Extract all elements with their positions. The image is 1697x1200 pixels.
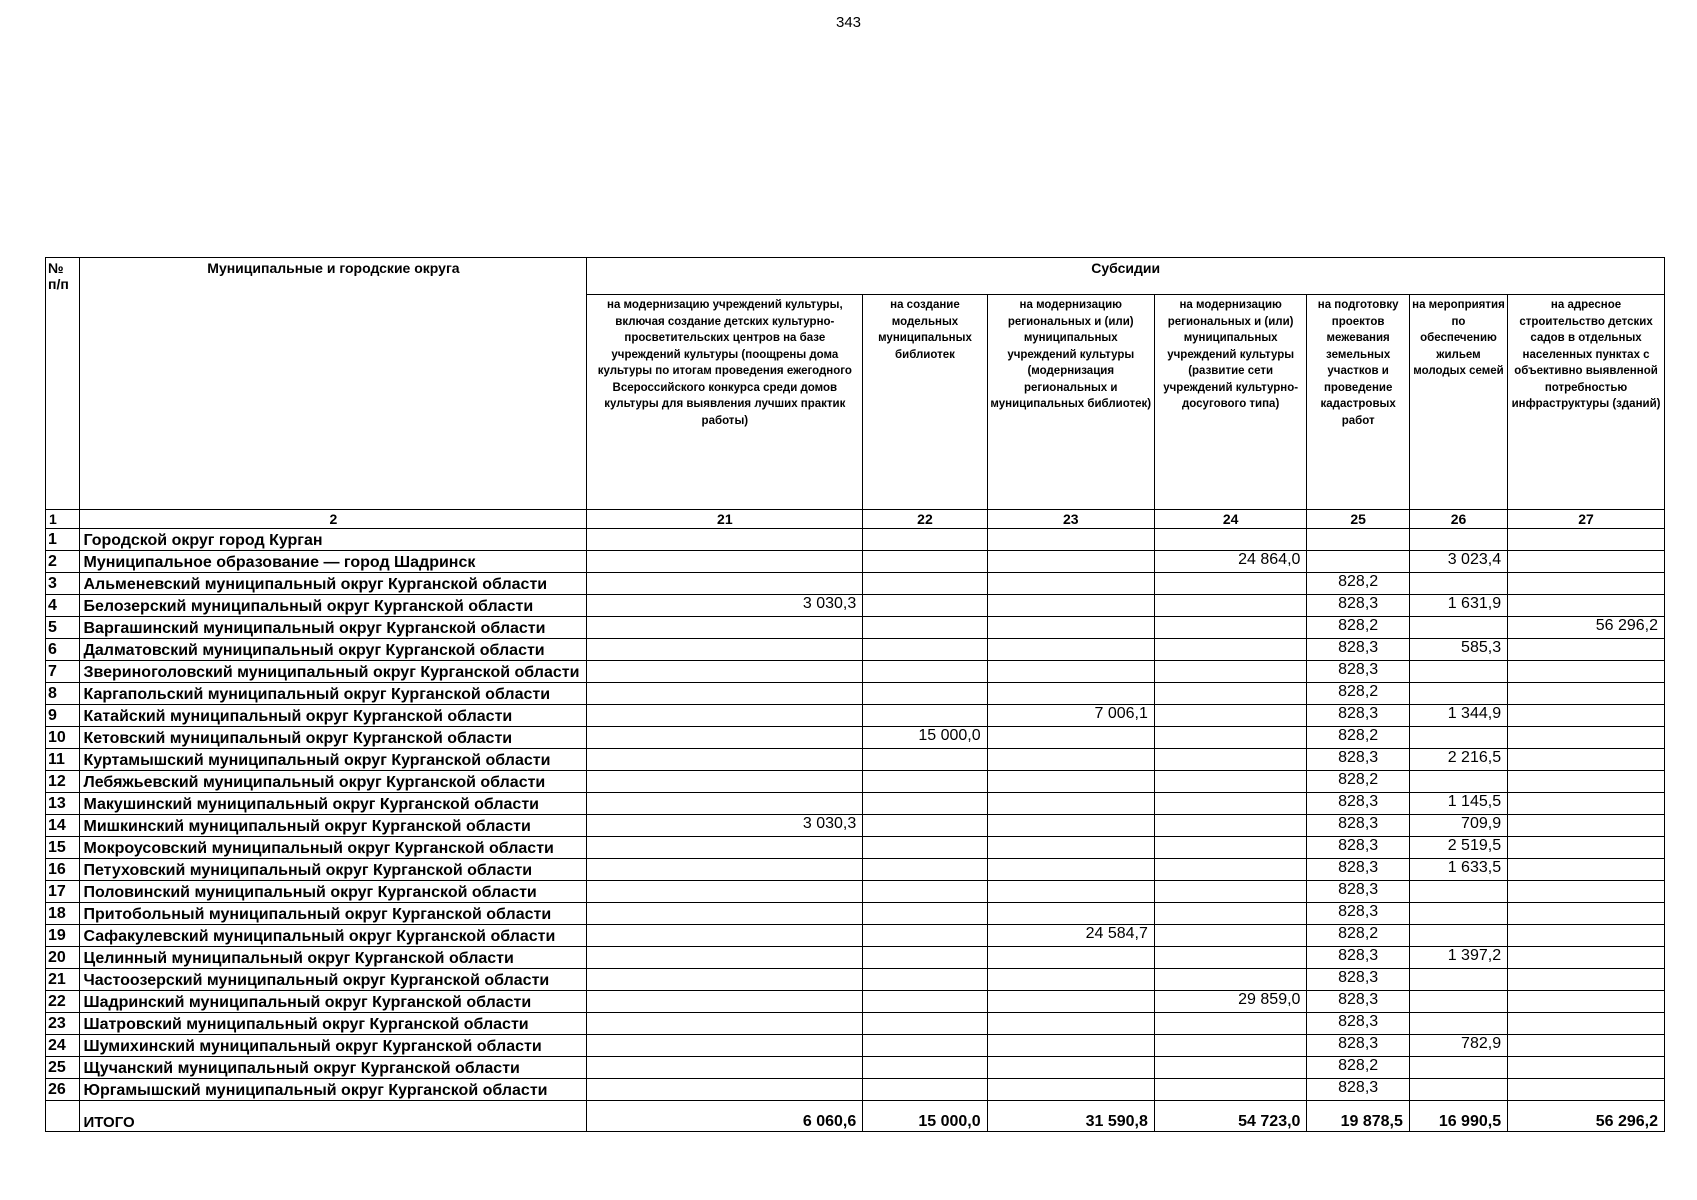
row-number: 3: [46, 573, 80, 595]
cell-c24: [1154, 837, 1307, 859]
row-number: 22: [46, 991, 80, 1013]
cell-c25: 828,3: [1307, 903, 1409, 925]
cell-c21: [587, 1057, 863, 1079]
cell-c26: 1 397,2: [1409, 947, 1507, 969]
cell-c26: [1409, 903, 1507, 925]
cell-c21: [587, 529, 863, 551]
cell-c25: 828,3: [1307, 749, 1409, 771]
table-row: [46, 595, 1665, 617]
table-row: [46, 573, 1665, 595]
cell-c27: [1508, 859, 1665, 881]
col-num-1: 1: [46, 510, 80, 529]
cell-c23: [987, 749, 1154, 771]
row-number: 26: [46, 1079, 80, 1101]
cell-c25: 828,3: [1307, 859, 1409, 881]
cell-c24: [1154, 727, 1307, 749]
total-c22: 15 000,0: [863, 1101, 987, 1132]
cell-c23: [987, 595, 1154, 617]
total-c25: 19 878,5: [1307, 1101, 1409, 1132]
cell-c26: [1409, 1057, 1507, 1079]
cell-c22: [863, 595, 987, 617]
district-name: Шумихинский муниципальный округ Курганской области: [80, 1035, 587, 1057]
cell-c22: [863, 1013, 987, 1035]
cell-c22: [863, 881, 987, 903]
row-number: 17: [46, 881, 80, 903]
cell-c26: [1409, 969, 1507, 991]
cell-c27: [1508, 595, 1665, 617]
district-name: Макушинский муниципальный округ Курганской области: [80, 793, 587, 815]
district-name: Петуховский муниципальный округ Курганской области: [80, 859, 587, 881]
cell-c27: [1508, 683, 1665, 705]
cell-c26: [1409, 881, 1507, 903]
cell-c22: [863, 683, 987, 705]
cell-c22: [863, 617, 987, 639]
cell-c25: 828,3: [1307, 837, 1409, 859]
cell-c23: [987, 1035, 1154, 1057]
district-name: Каргапольский муниципальный округ Курганской области: [80, 683, 587, 705]
cell-c27: [1508, 1057, 1665, 1079]
cell-c24: [1154, 1057, 1307, 1079]
table-row: [46, 815, 1665, 837]
district-name: Шатровский муниципальный округ Курганской области: [80, 1013, 587, 1035]
cell-c22: [863, 815, 987, 837]
row-number: 25: [46, 1057, 80, 1079]
cell-c22: [863, 529, 987, 551]
cell-c23: [987, 661, 1154, 683]
cell-c24: [1154, 661, 1307, 683]
district-name: Муниципальное образование — город Шадринск: [80, 551, 587, 573]
total-c27: 56 296,2: [1508, 1101, 1665, 1132]
cell-c23: [987, 727, 1154, 749]
total-c24: 54 723,0: [1154, 1101, 1307, 1132]
subsidies-table: [45, 257, 1665, 1132]
cell-c21: 3 030,3: [587, 595, 863, 617]
district-name: Далматовский муниципальный округ Курганской области: [80, 639, 587, 661]
cell-c27: [1508, 903, 1665, 925]
cell-c21: 3 030,3: [587, 815, 863, 837]
cell-c23: [987, 1013, 1154, 1035]
cell-c21: [587, 617, 863, 639]
cell-c22: [863, 903, 987, 925]
cell-c23: [987, 1057, 1154, 1079]
table-row: [46, 639, 1665, 661]
cell-c21: [587, 991, 863, 1013]
cell-c26: [1409, 661, 1507, 683]
table-row: [46, 727, 1665, 749]
district-name: Юргамышский муниципальный округ Курганской области: [80, 1079, 587, 1101]
cell-c22: [863, 969, 987, 991]
cell-c23: [987, 617, 1154, 639]
cell-c24: [1154, 529, 1307, 551]
cell-c26: 3 023,4: [1409, 551, 1507, 573]
cell-c21: [587, 947, 863, 969]
cell-c22: [863, 859, 987, 881]
cell-c27: [1508, 661, 1665, 683]
table-row: [46, 529, 1665, 551]
table-row: [46, 705, 1665, 727]
col-num-23: 23: [987, 510, 1154, 529]
row-number: 23: [46, 1013, 80, 1035]
cell-c22: [863, 925, 987, 947]
cell-c27: 56 296,2: [1508, 617, 1665, 639]
table-row: [46, 1079, 1665, 1101]
cell-c21: [587, 903, 863, 925]
header-subsidies: Субсидии: [587, 258, 1665, 295]
table-row: [46, 837, 1665, 859]
cell-c27: [1508, 969, 1665, 991]
cell-c23: [987, 639, 1154, 661]
cell-c23: [987, 859, 1154, 881]
cell-c25: 828,2: [1307, 925, 1409, 947]
cell-c23: [987, 947, 1154, 969]
cell-c21: [587, 551, 863, 573]
cell-c23: 7 006,1: [987, 705, 1154, 727]
header-col-22: на создание модельных муниципальных библиотек: [863, 295, 987, 510]
cell-c22: [863, 749, 987, 771]
header-col-24: на модернизацию региональных и (или) муниципальных учреждений культуры (развитие сети учреждений культурно-досугового типа): [1154, 295, 1307, 510]
cell-c27: [1508, 771, 1665, 793]
cell-c26: 585,3: [1409, 639, 1507, 661]
table-row: [46, 1035, 1665, 1057]
row-number: 15: [46, 837, 80, 859]
cell-c24: [1154, 749, 1307, 771]
col-num-27: 27: [1508, 510, 1665, 529]
cell-c27: [1508, 837, 1665, 859]
cell-c25: 828,3: [1307, 661, 1409, 683]
row-number: 1: [46, 529, 80, 551]
cell-c24: [1154, 595, 1307, 617]
cell-c25: 828,3: [1307, 793, 1409, 815]
cell-c25: 828,2: [1307, 683, 1409, 705]
cell-c26: [1409, 573, 1507, 595]
cell-c21: [587, 1079, 863, 1101]
cell-c27: [1508, 705, 1665, 727]
cell-c25: 828,3: [1307, 815, 1409, 837]
cell-c26: 1 633,5: [1409, 859, 1507, 881]
cell-c26: [1409, 617, 1507, 639]
district-name: Варгашинский муниципальный округ Курганской области: [80, 617, 587, 639]
cell-c21: [587, 749, 863, 771]
table-row: [46, 771, 1665, 793]
cell-c25: 828,2: [1307, 727, 1409, 749]
cell-c21: [587, 771, 863, 793]
cell-c22: [863, 991, 987, 1013]
cell-c22: [863, 1057, 987, 1079]
cell-c21: [587, 793, 863, 815]
cell-c21: [587, 837, 863, 859]
header-col-27: на адресное строительство детских садов в отдельных населенных пунктах с объективно выявленной потребностью инфраструктуры (зданий): [1508, 295, 1665, 510]
cell-c22: [863, 573, 987, 595]
table-row: [46, 1057, 1665, 1079]
total-c21: 6 060,6: [587, 1101, 863, 1132]
row-number: 12: [46, 771, 80, 793]
header-col-21: на модернизацию учреждений культуры, включая создание детских культурно-просветительских центров на базе учреждений культуры (поощрены дома культуры по итогам проведения ежегодного Всероссийского конкурса среди домов культуры для выявления лучших практик работы): [587, 295, 863, 510]
cell-c24: [1154, 793, 1307, 815]
cell-c23: [987, 837, 1154, 859]
cell-c26: [1409, 683, 1507, 705]
row-number: 2: [46, 551, 80, 573]
table-row: [46, 881, 1665, 903]
row-number: 18: [46, 903, 80, 925]
cell-c22: [863, 1079, 987, 1101]
cell-c27: [1508, 881, 1665, 903]
cell-c23: [987, 1079, 1154, 1101]
header-districts: Муниципальные и городские округа: [80, 258, 587, 510]
col-num-24: 24: [1154, 510, 1307, 529]
header-col-26: на мероприятия по обеспечению жильем молодых семей: [1409, 295, 1507, 510]
cell-c21: [587, 705, 863, 727]
cell-c27: [1508, 925, 1665, 947]
header-col-23: на модернизацию региональных и (или) муниципальных учреждений культуры (модернизация региональных и муниципальных библиотек): [987, 295, 1154, 510]
cell-c25: [1307, 529, 1409, 551]
district-name: Мишкинский муниципальный округ Курганской области: [80, 815, 587, 837]
cell-c24: [1154, 771, 1307, 793]
table-row: [46, 1013, 1665, 1035]
total-label: ИТОГО: [80, 1101, 587, 1132]
cell-c24: [1154, 1035, 1307, 1057]
district-name: Половинский муниципальный округ Курганской области: [80, 881, 587, 903]
cell-c25: 828,2: [1307, 617, 1409, 639]
cell-c24: 24 864,0: [1154, 551, 1307, 573]
cell-c24: [1154, 639, 1307, 661]
district-name: Звериноголовский муниципальный округ Курганской области: [80, 661, 587, 683]
cell-c22: [863, 705, 987, 727]
cell-c27: [1508, 727, 1665, 749]
table-row: [46, 617, 1665, 639]
cell-c27: [1508, 573, 1665, 595]
table-row: [46, 661, 1665, 683]
cell-c22: [863, 793, 987, 815]
cell-c25: 828,2: [1307, 1057, 1409, 1079]
cell-c27: [1508, 947, 1665, 969]
cell-c23: [987, 529, 1154, 551]
district-name: Шадринский муниципальный округ Курганской области: [80, 991, 587, 1013]
cell-c27: [1508, 529, 1665, 551]
cell-c27: [1508, 1035, 1665, 1057]
cell-c25: 828,3: [1307, 705, 1409, 727]
cell-c24: [1154, 617, 1307, 639]
cell-c23: [987, 573, 1154, 595]
cell-c26: 1 344,9: [1409, 705, 1507, 727]
cell-c24: [1154, 705, 1307, 727]
table-row: [46, 969, 1665, 991]
cell-c23: [987, 793, 1154, 815]
cell-c23: [987, 551, 1154, 573]
table-row: [46, 947, 1665, 969]
row-number: 10: [46, 727, 80, 749]
cell-c23: [987, 815, 1154, 837]
cell-c23: [987, 881, 1154, 903]
cell-c22: 15 000,0: [863, 727, 987, 749]
table-row: [46, 793, 1665, 815]
cell-c21: [587, 881, 863, 903]
row-number: 6: [46, 639, 80, 661]
row-number: 11: [46, 749, 80, 771]
cell-c24: [1154, 969, 1307, 991]
district-name: Сафакулевский муниципальный округ Курганской области: [80, 925, 587, 947]
table-row: [46, 991, 1665, 1013]
row-number: 21: [46, 969, 80, 991]
cell-c26: [1409, 529, 1507, 551]
district-name: Целинный муниципальный округ Курганской области: [80, 947, 587, 969]
cell-c21: [587, 1035, 863, 1057]
cell-c26: 2 519,5: [1409, 837, 1507, 859]
row-number: 16: [46, 859, 80, 881]
cell-c21: [587, 1013, 863, 1035]
table-row: [46, 749, 1665, 771]
district-name: Лебяжьевский муниципальный округ Курганской области: [80, 771, 587, 793]
district-name: Притобольный муниципальный округ Курганской области: [80, 903, 587, 925]
total-row: [46, 1101, 1665, 1132]
cell-c25: 828,3: [1307, 969, 1409, 991]
cell-c26: 2 216,5: [1409, 749, 1507, 771]
cell-c24: [1154, 683, 1307, 705]
cell-c24: [1154, 881, 1307, 903]
cell-c25: 828,3: [1307, 947, 1409, 969]
cell-c21: [587, 683, 863, 705]
col-num-2: 2: [80, 510, 587, 529]
cell-c27: [1508, 793, 1665, 815]
row-number: 24: [46, 1035, 80, 1057]
col-num-25: 25: [1307, 510, 1409, 529]
cell-c22: [863, 947, 987, 969]
cell-c21: [587, 925, 863, 947]
cell-c27: [1508, 991, 1665, 1013]
cell-c25: 828,3: [1307, 595, 1409, 617]
col-num-26: 26: [1409, 510, 1507, 529]
cell-c24: [1154, 859, 1307, 881]
cell-c23: [987, 771, 1154, 793]
cell-c24: 29 859,0: [1154, 991, 1307, 1013]
cell-c25: [1307, 551, 1409, 573]
row-number: 14: [46, 815, 80, 837]
cell-c24: [1154, 1079, 1307, 1101]
cell-c26: [1409, 1079, 1507, 1101]
cell-c25: 828,3: [1307, 1013, 1409, 1035]
district-name: Белозерский муниципальный округ Курганской области: [80, 595, 587, 617]
cell-c22: [863, 661, 987, 683]
row-number: 8: [46, 683, 80, 705]
district-name: Городской округ город Курган: [80, 529, 587, 551]
col-num-21: 21: [587, 510, 863, 529]
cell-c22: [863, 551, 987, 573]
cell-c26: 1 631,9: [1409, 595, 1507, 617]
cell-c25: 828,3: [1307, 1079, 1409, 1101]
cell-c26: 782,9: [1409, 1035, 1507, 1057]
row-number: 9: [46, 705, 80, 727]
district-name: Частоозерский муниципальный округ Курганской области: [80, 969, 587, 991]
cell-c21: [587, 661, 863, 683]
district-name: Альменевский муниципальный округ Курганской области: [80, 573, 587, 595]
cell-c25: 828,3: [1307, 1035, 1409, 1057]
cell-c26: [1409, 991, 1507, 1013]
cell-c25: 828,3: [1307, 991, 1409, 1013]
table-row: [46, 925, 1665, 947]
cell-c22: [863, 639, 987, 661]
row-number: 7: [46, 661, 80, 683]
cell-c27: [1508, 639, 1665, 661]
district-name: Мокроусовский муниципальный округ Курганской области: [80, 837, 587, 859]
cell-c21: [587, 969, 863, 991]
district-name: Кетовский муниципальный округ Курганской области: [80, 727, 587, 749]
header-num: № п/п: [46, 258, 80, 510]
cell-c24: [1154, 903, 1307, 925]
cell-c24: [1154, 925, 1307, 947]
total-c26: 16 990,5: [1409, 1101, 1507, 1132]
total-empty-cell: [46, 1101, 80, 1132]
cell-c25: 828,2: [1307, 573, 1409, 595]
cell-c26: [1409, 925, 1507, 947]
cell-c22: [863, 771, 987, 793]
cell-c25: 828,2: [1307, 771, 1409, 793]
cell-c26: [1409, 727, 1507, 749]
cell-c21: [587, 639, 863, 661]
col-num-22: 22: [863, 510, 987, 529]
cell-c26: [1409, 771, 1507, 793]
cell-c23: [987, 683, 1154, 705]
cell-c21: [587, 859, 863, 881]
cell-c22: [863, 837, 987, 859]
table-row: [46, 683, 1665, 705]
cell-c25: 828,3: [1307, 639, 1409, 661]
cell-c21: [587, 727, 863, 749]
cell-c27: [1508, 1079, 1665, 1101]
cell-c26: 1 145,5: [1409, 793, 1507, 815]
cell-c27: [1508, 1013, 1665, 1035]
cell-c24: [1154, 573, 1307, 595]
cell-c24: [1154, 947, 1307, 969]
table-row: [46, 859, 1665, 881]
header-col-25: на подготовку проектов межевания земельных участков и проведение кадастровых работ: [1307, 295, 1409, 510]
row-number: 19: [46, 925, 80, 947]
table-row: [46, 551, 1665, 573]
cell-c23: 24 584,7: [987, 925, 1154, 947]
cell-c23: [987, 991, 1154, 1013]
cell-c23: [987, 969, 1154, 991]
cell-c23: [987, 903, 1154, 925]
district-name: Катайский муниципальный округ Курганской области: [80, 705, 587, 727]
cell-c26: [1409, 1013, 1507, 1035]
row-number: 20: [46, 947, 80, 969]
cell-c26: 709,9: [1409, 815, 1507, 837]
cell-c24: [1154, 815, 1307, 837]
table-row: [46, 903, 1665, 925]
cell-c27: [1508, 815, 1665, 837]
row-number: 5: [46, 617, 80, 639]
district-name: Щучанский муниципальный округ Курганской области: [80, 1057, 587, 1079]
cell-c25: 828,3: [1307, 881, 1409, 903]
total-c23: 31 590,8: [987, 1101, 1154, 1132]
district-name: Куртамышский муниципальный округ Курганской области: [80, 749, 587, 771]
page-number: 343: [835, 14, 862, 31]
cell-c27: [1508, 551, 1665, 573]
cell-c22: [863, 1035, 987, 1057]
row-number: 4: [46, 595, 80, 617]
row-number: 13: [46, 793, 80, 815]
cell-c21: [587, 573, 863, 595]
cell-c27: [1508, 749, 1665, 771]
cell-c24: [1154, 1013, 1307, 1035]
